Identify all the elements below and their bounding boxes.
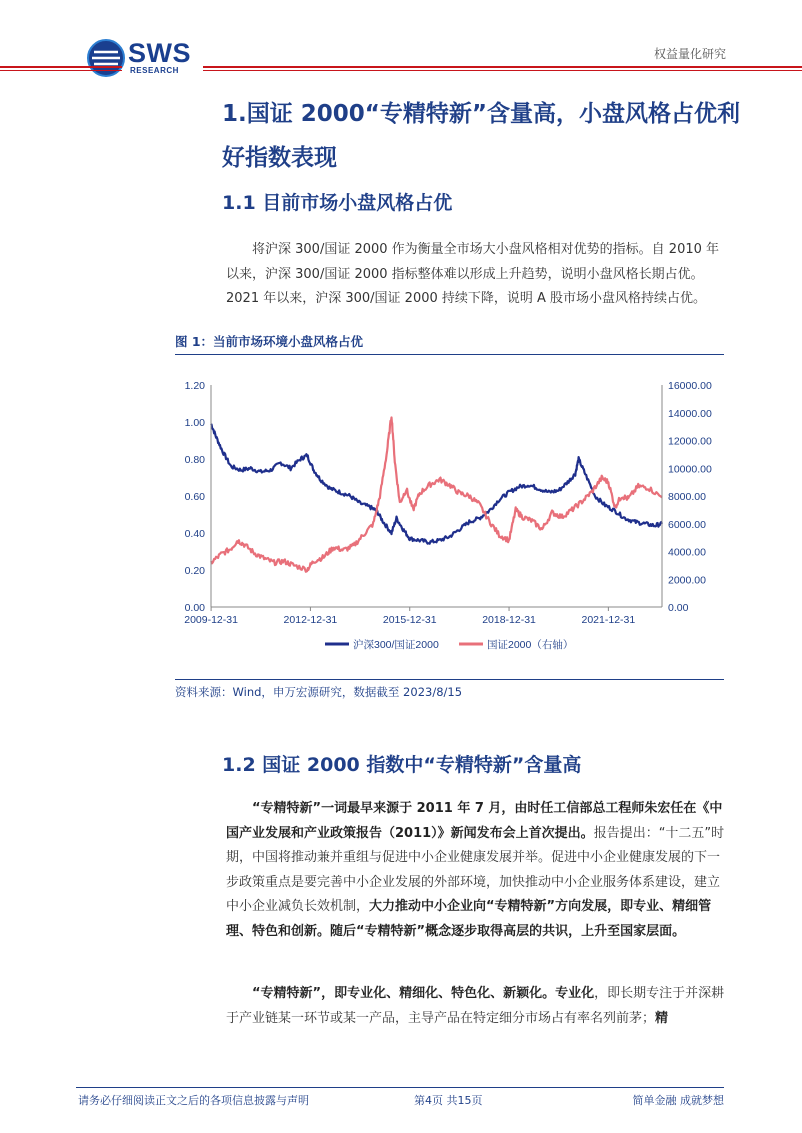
logo-text: SWS	[128, 38, 192, 68]
footer-rule	[76, 1087, 724, 1088]
para3-bold-1: “专精特新”，即专业化、精细化、特色化、新颖化。专业化	[252, 986, 595, 1001]
series-line-ratio	[211, 424, 662, 544]
x-tick-label: 2018-12-31	[482, 614, 536, 626]
para2-bold-2: 大力推动中小企业向“专精特新”方向发展，即专业、精细管理、特色和创新。随后“专精特新”概念逐步取得高层的共识，上升至国家层面。	[226, 899, 712, 939]
x-tick-label: 2009-12-31	[184, 614, 238, 626]
y-right-tick-label: 4000.00	[668, 546, 706, 559]
x-tick-label: 2012-12-31	[283, 614, 338, 626]
y-left-tick-label: 1.00	[184, 417, 205, 429]
y-right-tick-label: 0.00	[668, 602, 689, 614]
x-tick-label: 2021-12-31	[581, 614, 636, 626]
figure-source: 资料来源：Wind，申万宏源研究，数据截至 2023/8/15	[175, 685, 463, 699]
figure-top-rule	[175, 354, 724, 355]
y-right-tick-label: 16000.00	[668, 380, 712, 392]
y-right-tick-label: 12000.00	[668, 435, 712, 448]
y-right-tick-label: 8000.00	[668, 491, 706, 503]
footer-slogan: 简单金融 成就梦想	[632, 1094, 724, 1107]
para2-bold-1: “专精特新”一词最早来源于 2011 年 7 月，由时任工信部总工程师朱宏任在《中国产业发展和产业政策报告（2011）》新闻发布会上首次提出。	[226, 801, 723, 841]
body-paragraph-1: 将沪深 300/国证 2000 作为衡量全市场大小盘风格相对优势的指标。自 2010 年以来，沪深 300/国证 2000 指标整体难以形成上升趋势，说明小盘风格长期占优。2021 年以来，沪深 300/国证 2000 持续下降，说明 A 股市场小盘风格持续占优。	[226, 242, 720, 306]
y-left-tick-label: 1.20	[184, 380, 205, 392]
logo-subtext: RESEARCH	[130, 66, 179, 75]
subsection-title-1-2: 1.2 国证 2000 指数中“专精特新”含量高	[222, 754, 582, 776]
section-title: 1.国证 2000“专精特新”含量高，小盘风格占优利好指数表现	[222, 101, 740, 171]
y-right-tick-label: 10000.00	[668, 463, 712, 476]
para2-text-1: 报告提出：“十二五”时期，中国将推动兼并重组与促进中小企业健康发展并举。促进中小企业健康发展的下一步政策重点是要完善中小企业发展的外部环境，加快推动中小企业服务体系建设，建立中小企业减负长效机制，	[226, 825, 725, 914]
style-ratio-chart	[175, 365, 724, 665]
body-paragraph-2	[226, 797, 726, 944]
y-right-tick-label: 14000.00	[668, 407, 712, 420]
legend-label: 国证2000（右轴）	[487, 639, 574, 651]
figure-bottom-rule	[175, 679, 724, 680]
footer-page-number: 第4页 共15页	[414, 1094, 483, 1107]
x-tick-label: 2015-12-31	[382, 614, 437, 626]
subsection-title-1-1: 1.1 目前市场小盘风格占优	[222, 192, 453, 214]
footer-disclaimer: 请务必仔细阅读正文之后的各项信息披露与声明	[78, 1094, 309, 1107]
y-left-tick-label: 0.40	[184, 528, 205, 540]
y-left-tick-label: 0.20	[184, 565, 205, 577]
header-rule-left	[0, 66, 122, 75]
body-paragraph-3	[226, 982, 726, 1031]
para3-text-1: ，即长期专注于并深耕于产业链某一环节或某一产品，主导产品在特定细分市场占有率名列前茅；	[226, 986, 725, 1026]
y-left-tick-label: 0.60	[184, 491, 205, 503]
y-left-tick-label: 0.80	[184, 454, 205, 466]
legend-label: 沪深300/国证2000	[353, 639, 439, 651]
header-section-label: 权益量化研究	[653, 47, 726, 61]
chart-svg	[175, 365, 724, 665]
y-right-tick-label: 2000.00	[668, 574, 706, 587]
y-left-tick-label: 0.00	[184, 602, 205, 614]
header-rule-right	[203, 66, 802, 75]
para3-bold-2: 精	[655, 1010, 669, 1026]
y-right-tick-label: 6000.00	[668, 518, 706, 531]
figure-title: 图 1：当前市场环境小盘风格占优	[175, 334, 364, 349]
